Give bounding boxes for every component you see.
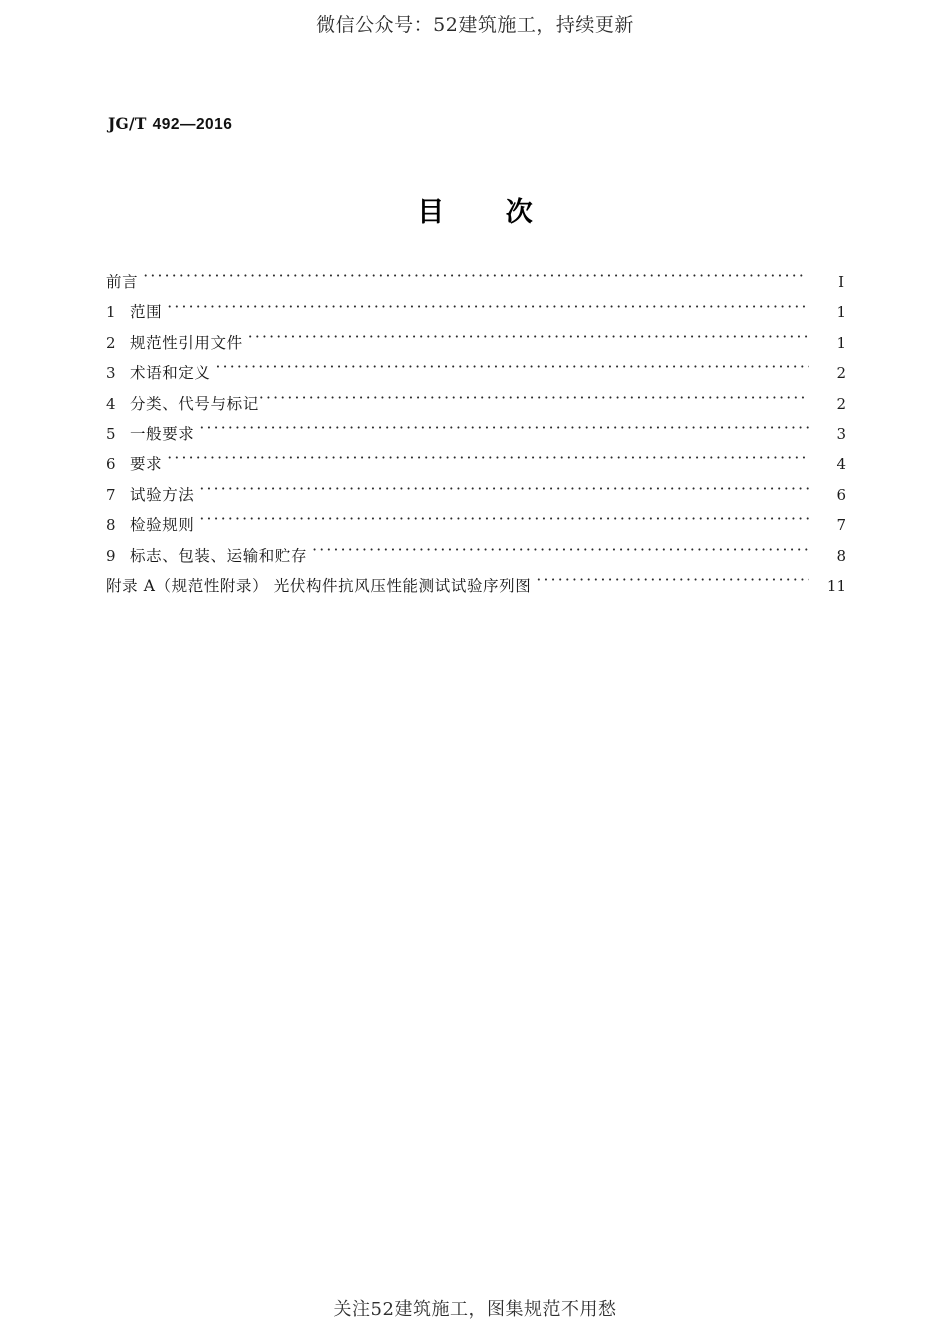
toc-dot-leader xyxy=(536,575,809,591)
toc-dot-leader xyxy=(199,484,809,500)
toc-entry[interactable] xyxy=(106,544,846,574)
toc-entry[interactable] xyxy=(106,361,846,391)
toc-entry-page-number: 6 xyxy=(836,485,846,504)
toc-entry-page-number: I xyxy=(838,273,844,291)
page-title: 目 次 xyxy=(417,197,559,228)
toc-entry-page-number: 4 xyxy=(836,455,846,474)
toc-entry-number: 3 xyxy=(106,364,116,383)
toc-entry-number: 8 xyxy=(106,516,116,535)
toc-entry-label: 标志、包装、运输和贮存 xyxy=(130,546,308,565)
toc-entry-label: 要求 xyxy=(130,455,163,474)
toc-entry[interactable] xyxy=(106,270,846,300)
toc-entry-page-number: 3 xyxy=(836,424,846,443)
toc-entry-page-number: 8 xyxy=(836,546,846,565)
toc-entry-page-number: 1 xyxy=(836,333,846,352)
toc-dot-leader xyxy=(199,423,809,439)
toc-entry-label: 附录 A（规范性附录） 光伏构件抗风压性能测试试验序列图 xyxy=(106,576,532,595)
toc-entry-label: 试验方法 xyxy=(130,485,195,504)
toc-entry-label: 范围 xyxy=(130,303,163,322)
toc-dot-leader xyxy=(259,393,809,409)
watermark-header: 微信公众号：52建筑施工，持续更新 xyxy=(316,14,634,36)
toc-entry-number: 6 xyxy=(106,455,116,474)
toc-entry-label: 前言 xyxy=(106,273,139,291)
toc-dot-leader xyxy=(143,272,807,288)
toc-entry-number: 9 xyxy=(106,546,116,565)
watermark-footer: 关注52建筑施工，图集规范不用愁 xyxy=(333,1299,617,1320)
toc-entry-page-number: 11 xyxy=(826,576,846,595)
toc-entry-label: 分类、代号与标记 xyxy=(130,394,259,413)
toc-entry-page-number: 7 xyxy=(836,516,846,535)
toc-entry-label: 一般要求 xyxy=(130,424,195,443)
toc-entry-number: 4 xyxy=(106,394,116,413)
toc-entry[interactable] xyxy=(106,513,846,543)
toc-entry-label: 规范性引用文件 xyxy=(130,333,243,352)
toc-entry-label: 术语和定义 xyxy=(130,364,211,383)
standard-code xyxy=(108,114,232,134)
toc-entry[interactable] xyxy=(106,422,846,452)
toc-entry-page-number: 1 xyxy=(836,303,846,322)
toc-entry[interactable] xyxy=(106,452,846,482)
toc-entry-label: 检验规则 xyxy=(130,516,195,535)
toc-entry[interactable] xyxy=(106,483,846,513)
toc-entry-number: 7 xyxy=(106,485,116,504)
toc-entry-page-number: 2 xyxy=(836,364,846,383)
toc-entry-number: 1 xyxy=(106,303,116,322)
toc-entry[interactable] xyxy=(106,392,846,422)
toc-entry[interactable] xyxy=(106,331,846,361)
toc-entry-page-number: 2 xyxy=(836,394,846,413)
toc-entry-number: 2 xyxy=(106,333,116,352)
toc-entry[interactable] xyxy=(106,300,846,330)
toc-dot-leader xyxy=(167,302,809,318)
toc-entry-number: 5 xyxy=(106,424,116,443)
table-of-contents xyxy=(106,270,846,604)
toc-dot-leader xyxy=(248,332,809,348)
toc-dot-leader xyxy=(312,545,809,561)
toc-dot-leader xyxy=(216,363,809,379)
toc-dot-leader xyxy=(199,515,809,531)
standard-code-prefix: JG/T xyxy=(108,114,147,133)
standard-code-number: 492—2016 xyxy=(152,116,233,133)
toc-dot-leader xyxy=(167,454,809,470)
toc-entry[interactable] xyxy=(106,574,846,604)
